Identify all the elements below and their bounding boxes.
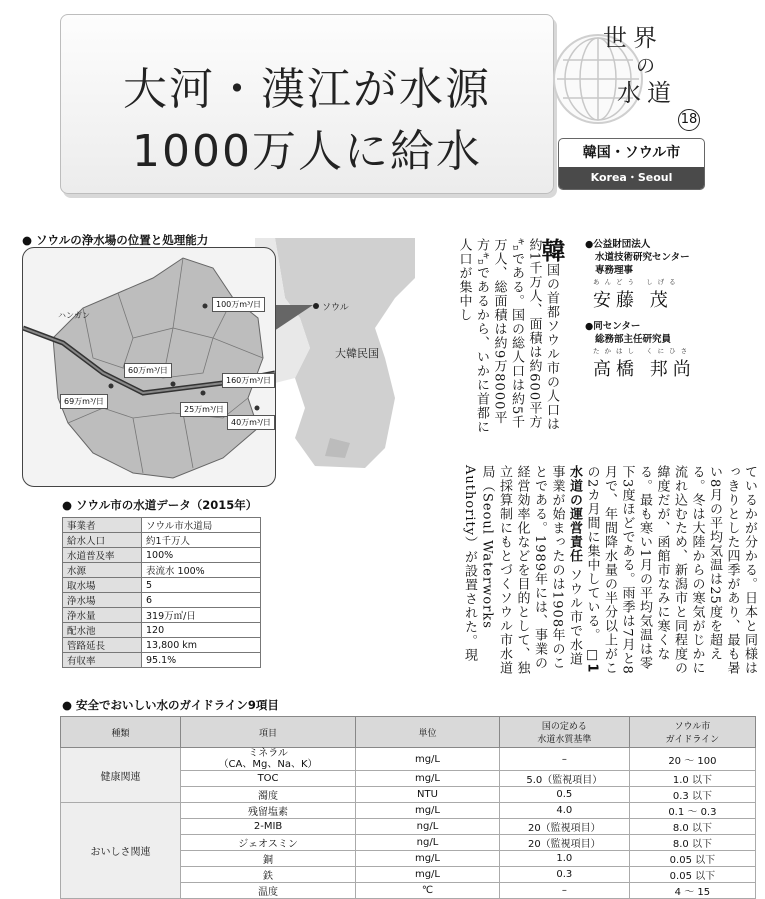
data-table-row — [63, 563, 261, 578]
guideline-cell-item: 鉄 — [181, 867, 356, 883]
article-text-3: ソウル市で水道事業が始まったのは1908年のことである。1989年には、事業の経営効率化などを目的として、独立採算制にもとづくソウル市水道局（Seoul Waterworks Authority）が設置された。現 — [462, 465, 582, 675]
data-table-value: 約1千万人 — [142, 533, 261, 548]
guideline-cell-seoul: 0.1 ～ 0.3 — [629, 803, 755, 819]
guideline-cell-unit: ng/L — [356, 835, 500, 851]
series-label-bottom: 水道 — [617, 79, 677, 107]
data-table-row — [63, 533, 261, 548]
data-table-key: 事業者 — [63, 518, 142, 533]
data-table-value: 13,800 km — [142, 638, 261, 653]
plant-capacity-6: 40万m³/日 — [227, 415, 275, 430]
guideline-cell-std: 20（監視項目） — [499, 819, 629, 835]
guideline-cell-seoul: 4 ～ 15 — [629, 883, 755, 899]
author-2-name: 高橋 邦尚 — [593, 359, 696, 380]
data-table-row — [63, 578, 261, 593]
plant-capacity-1: 100万m³/日 — [212, 297, 265, 312]
guideline-cell-std: 1.0 — [499, 851, 629, 867]
plant-capacity-5: 25万m³/日 — [180, 402, 228, 417]
guideline-cell-item: 2-MIB — [181, 819, 356, 835]
guideline-cell-unit: ng/L — [356, 819, 500, 835]
guideline-cell-item: 銅 — [181, 851, 356, 867]
data-table-value: 120 — [142, 623, 261, 638]
data-table-key: 配水池 — [63, 623, 142, 638]
author-1-role: 専務理事 — [595, 265, 634, 276]
guideline-cell-item: 残留塩素 — [181, 803, 356, 819]
author-2-ruby: たかはし くにひさ — [593, 347, 693, 355]
country-label: 大韓民国 — [335, 347, 379, 360]
data-table-row — [63, 518, 261, 533]
author-2-org: ●同センター — [585, 321, 641, 332]
author-2-role: 総務部主任研究員 — [595, 334, 672, 345]
guideline-cell-seoul: 0.05 以下 — [629, 851, 755, 867]
author-1-ruby: あんどう しげる — [593, 278, 681, 286]
guideline-header-cell: 単位 — [356, 717, 500, 748]
data-table-row — [63, 548, 261, 563]
author-2 — [585, 320, 760, 381]
article-dropcap: 韓 — [537, 238, 566, 263]
plant-capacity-4: 69万m³/日 — [60, 394, 108, 409]
seoul-label: ソウル — [322, 303, 349, 313]
guideline-cell-seoul: 20 ～ 100 — [629, 748, 755, 771]
series-number: 18 — [678, 109, 700, 131]
guideline-header-cell: 種類 — [61, 717, 181, 748]
guideline-row — [61, 803, 756, 819]
plant-capacity-2: 60万m³/日 — [124, 363, 172, 378]
article-text-1: 国の首都ソウル市の人口は約1千万人、面積は約600平方㌔である。国の総人口は約5千万人、総面積は約9万8000平方㌔であるから、いかに首都に人口が集中し — [456, 238, 559, 434]
guideline-cell-seoul: 1.0 以下 — [629, 771, 755, 787]
guideline-cell-unit: ℃ — [356, 883, 500, 899]
data-table-value: 5 — [142, 578, 261, 593]
water-data-table — [62, 517, 261, 668]
guideline-cell-seoul: 0.05 以下 — [629, 867, 755, 883]
data-table-value: ソウル市水道局 — [142, 518, 261, 533]
guideline-header-cell: 項目 — [181, 717, 356, 748]
plant-capacity-3: 160万m³/日 — [222, 373, 275, 388]
title-banner — [60, 14, 554, 194]
guideline-header-cell: 国の定める 水道水質基準 — [499, 717, 629, 748]
data-table-value: 表流水 100% — [142, 563, 261, 578]
data-table-row — [63, 653, 261, 668]
title-line-2: 1000万人に給水 — [132, 126, 482, 177]
data-table-title: ● ソウル市の水道データ（2015年） — [62, 497, 257, 513]
article-body — [298, 465, 758, 677]
guideline-category: おいしさ関連 — [61, 803, 181, 899]
guideline-cell-seoul: 8.0 以下 — [629, 835, 755, 851]
data-table-key: 管路延長 — [63, 638, 142, 653]
title-line-1: 大河・漢江が水源 — [123, 64, 491, 115]
data-table-row — [63, 593, 261, 608]
data-table-value: 319万㎥/日 — [142, 608, 261, 623]
guideline-cell-item: 濁度 — [181, 787, 356, 803]
river-label: ハンガン — [58, 311, 90, 320]
guideline-cell-std: – — [499, 883, 629, 899]
guideline-row — [61, 748, 756, 771]
data-table-key: 有収率 — [63, 653, 142, 668]
city-name-en: Korea・Seoul — [559, 167, 704, 189]
guideline-cell-unit: mg/L — [356, 748, 500, 771]
guideline-header-cell: ソウル市 ガイドライン — [629, 717, 755, 748]
guideline-cell-std: 4.0 — [499, 803, 629, 819]
data-table-key: 水源 — [63, 563, 142, 578]
data-table-key: 浄水量 — [63, 608, 142, 623]
guideline-header-row — [61, 717, 756, 748]
guideline-table — [60, 716, 756, 899]
data-table-value: 6 — [142, 593, 261, 608]
guideline-category: 健康関連 — [61, 748, 181, 803]
guideline-cell-item: TOC — [181, 771, 356, 787]
guideline-cell-item: ミネラル （CA、Mg、Na、K） — [181, 748, 356, 771]
guideline-cell-seoul: 0.3 以下 — [629, 787, 755, 803]
series-label-top: 世界 — [603, 24, 663, 52]
map-section-title: ● ソウルの浄水場の位置と処理能力 — [22, 232, 208, 248]
guideline-cell-unit: mg/L — [356, 867, 500, 883]
author-1-name: 安藤 茂 — [593, 290, 673, 311]
guideline-cell-item: 温度 — [181, 883, 356, 899]
article-lead — [420, 238, 566, 438]
guideline-cell-std: 0.3 — [499, 867, 629, 883]
data-table-row — [63, 608, 261, 623]
guideline-cell-unit: mg/L — [356, 803, 500, 819]
data-table-key: 給水人口 — [63, 533, 142, 548]
article-text-2: ているかが分かる。日本と同様はっきりとした四季があり、最も暑い8月の平均気温は25度を超える。冬は大陸からの寒気がじかに流れ込むため、新潟市と同程度の緯度だが、函館市なみに寒くなる。最も寒い1月の平均気温は零下3度ほどである。雨季は7月と8月で、年間降水量の半分以上がこの2カ月間に集中している。 — [584, 465, 757, 675]
guideline-cell-std: 20（監視項目） — [499, 835, 629, 851]
author-1-org: ●公益財団法人 — [585, 239, 651, 250]
author-1 — [585, 238, 760, 312]
guideline-cell-std: – — [499, 748, 629, 771]
article-section-heading: □1 水道の運営責任 — [567, 465, 600, 674]
data-table-row — [63, 623, 261, 638]
data-table-key: 水道普及率 — [63, 548, 142, 563]
data-table-value: 100% — [142, 548, 261, 563]
guideline-cell-std: 5.0（監視項目） — [499, 771, 629, 787]
series-label-no: の — [636, 55, 656, 77]
guideline-cell-unit: mg/L — [356, 771, 500, 787]
data-table-key: 浄水場 — [63, 593, 142, 608]
guideline-section-title: ● 安全でおいしい水のガイドライン9項目 — [62, 697, 279, 713]
guideline-cell-seoul: 8.0 以下 — [629, 819, 755, 835]
city-name-jp: 韓国・ソウル市 — [582, 145, 681, 161]
guideline-cell-item: ジェオスミン — [181, 835, 356, 851]
data-table-row — [63, 638, 261, 653]
city-badge — [558, 138, 705, 190]
data-table-key: 取水場 — [63, 578, 142, 593]
author-1-org2: 水道技術研究センター — [595, 252, 690, 263]
data-table-value: 95.1% — [142, 653, 261, 668]
guideline-cell-unit: mg/L — [356, 851, 500, 867]
guideline-cell-std: 0.5 — [499, 787, 629, 803]
guideline-cell-unit: NTU — [356, 787, 500, 803]
